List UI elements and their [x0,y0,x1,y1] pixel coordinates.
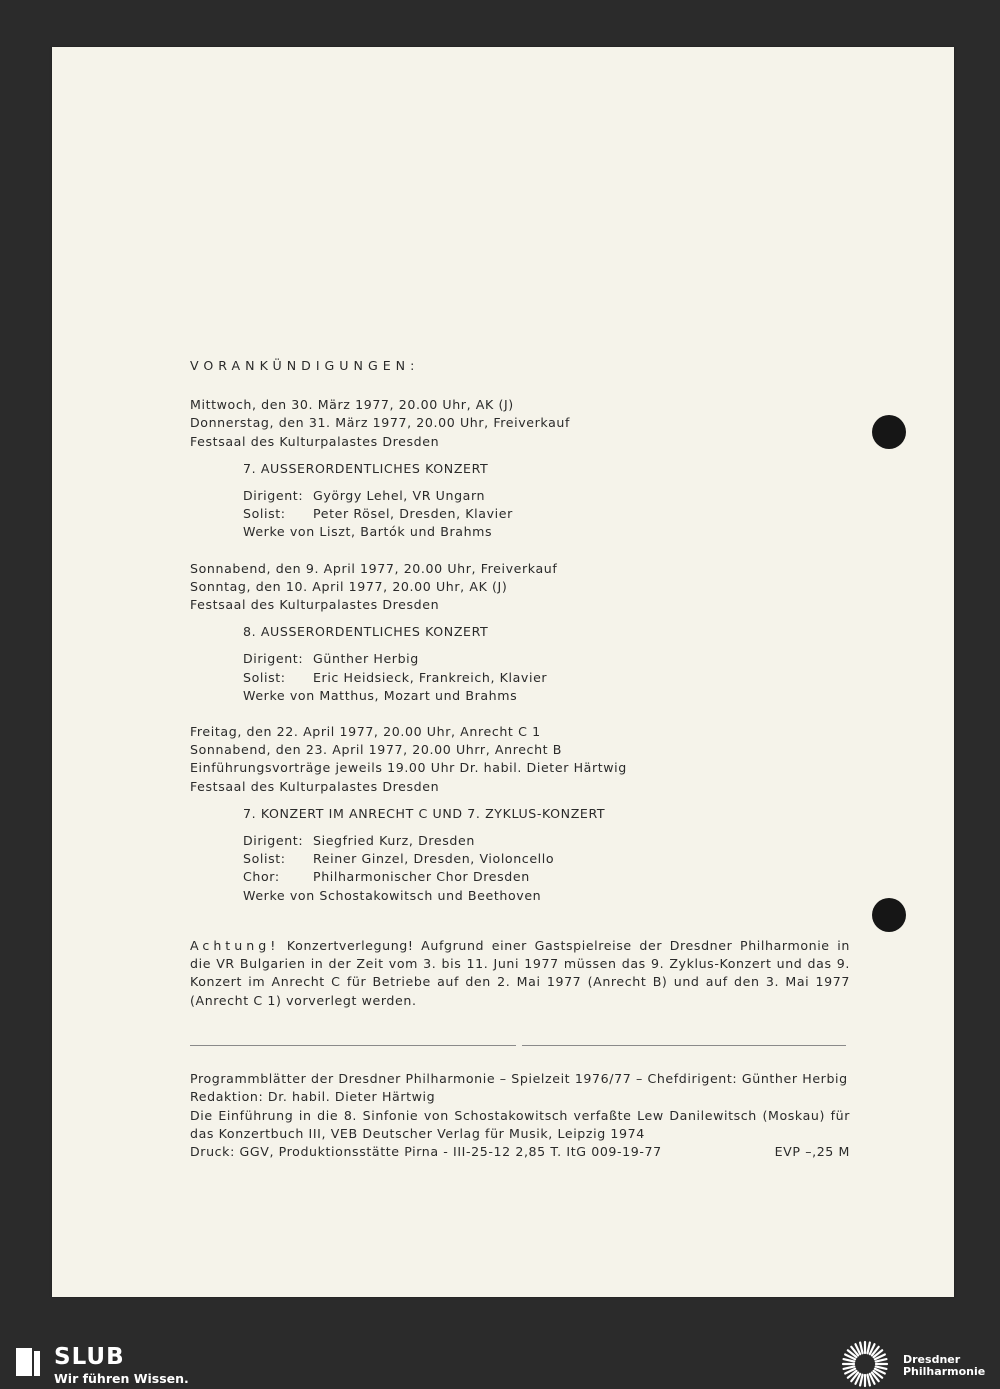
print-info: Druck: GGV, Produktionsstätte Pirna - III-25-12 2,85 T. ItG 009-19-77 [190,1144,662,1160]
concert-works: Werke von Liszt, Bartók und Brahms [243,524,493,540]
paper-page [52,47,954,1297]
concert-detail [243,850,850,868]
imprint-line: Die Einführung in die 8. Sinfonie von Schostakowitsch verfaßte Lew Danilewitsch (Moskau) für das Konzertbuch III, VEB Deutscher Verlag für Musik, Leipzig 1974 [190,1107,850,1141]
concert-detail [243,832,850,850]
detail-value: Peter Rösel, Dresden, Klavier [313,506,513,522]
concert-works: Werke von Schostakowitsch und Beethoven [243,887,542,903]
announcements-heading: VORANKÜNDIGUNGEN: [190,358,420,373]
concert-title: 7. KONZERT IM ANRECHT C UND 7. ZYKLUS-KONZERT [243,805,606,821]
concert-announcement [190,723,850,905]
divider-line [522,1045,846,1046]
concert-works: Werke von Matthus, Mozart und Brahms [243,687,518,703]
divider-line [190,1045,516,1046]
dresdner-philharmonie-text[interactable] [903,1354,985,1378]
detail-label: Solist: [243,851,286,867]
notice-lead: Achtung! [190,937,280,953]
detail-label: Solist: [243,669,286,685]
concert-detail [243,505,850,523]
concert-venue: Festsaal des Kulturpalastes Dresden [190,597,440,613]
detail-value: György Lehel, VR Ungarn [313,488,486,504]
imprint [190,1070,850,1161]
dresdner-philharmonie-logo-icon[interactable] [840,1340,890,1388]
detail-label: Dirigent: [243,651,304,667]
concert-announcement [190,560,850,705]
punch-hole [872,415,906,449]
detail-label: Dirigent: [243,488,304,504]
concert-detail [243,669,850,687]
partner-line: Philharmonie [903,1365,986,1378]
concert-detail [243,868,850,886]
detail-label: Dirigent: [243,833,304,849]
slub-logo-icon[interactable] [16,1348,42,1378]
concert-announcement [190,396,850,541]
concert-date: Sonnabend, den 9. April 1977, 20.00 Uhr, Freiverkauf [190,560,558,576]
concert-title: 8. AUSSERORDENTLICHES KONZERT [243,624,489,640]
notice-text: Konzertverlegung! Aufgrund einer Gastspielreise der Dresdner Philharmonie in die VR Bulgarien in der Zeit vom 3. bis 11. Juni 1977 müssen das 9. Zyklus-Konzert und das 9. Konzert im Anrecht C für Betriebe auf den 2. Mai 1977 (Anrecht B) und auf den 3. Mai 1977 (Anrecht C 1) vorverlegt werden. [190,937,850,1008]
concert-date: Mittwoch, den 30. März 1977, 20.00 Uhr, AK (J) [190,397,514,413]
detail-label: Solist: [243,506,286,522]
detail-value: Eric Heidsieck, Frankreich, Klavier [313,669,548,685]
notice-paragraph [190,937,850,1010]
concert-detail [243,650,850,668]
concert-venue: Festsaal des Kulturpalastes Dresden [190,778,440,794]
imprint-line: Redaktion: Dr. habil. Dieter Härtwig [190,1089,436,1105]
detail-value: Günther Herbig [313,651,419,667]
concert-lecture: Einführungsvorträge jeweils 19.00 Uhr Dr. habil. Dieter Härtwig [190,760,627,776]
document-body [190,357,850,1162]
slub-tagline: Wir führen Wissen. [54,1371,189,1386]
viewer-footer-bar [0,1338,1000,1389]
concert-date: Donnerstag, den 31. März 1977, 20.00 Uhr, Freiverkauf [190,415,570,431]
imprint-print-line [190,1143,850,1161]
concert-venue: Festsaal des Kulturpalastes Dresden [190,433,440,449]
concert-title: 7. AUSSERORDENTLICHES KONZERT [243,460,489,476]
punch-hole [872,898,906,932]
concert-date: Sonnabend, den 23. April 1977, 20.00 Uhrr, Anrecht B [190,742,563,758]
price: EVP –,25 M [774,1144,850,1160]
concert-date: Sonntag, den 10. April 1977, 20.00 Uhr, AK (J) [190,578,508,594]
detail-value: Philharmonischer Chor Dresden [313,869,530,885]
concert-detail [243,487,850,505]
footer-divider [190,1045,850,1046]
slub-name[interactable]: SLUB [54,1344,125,1370]
imprint-line: Programmblätter der Dresdner Philharmonie – Spielzeit 1976/77 – Chefdirigent: Günther Herbig [190,1071,848,1087]
concert-date: Freitag, den 22. April 1977, 20.00 Uhr, Anrecht C 1 [190,724,541,740]
detail-label: Chor: [243,869,280,885]
detail-value: Reiner Ginzel, Dresden, Violoncello [313,851,555,867]
partner-line: Dresdner [903,1353,961,1366]
detail-value: Siegfried Kurz, Dresden [313,833,475,849]
